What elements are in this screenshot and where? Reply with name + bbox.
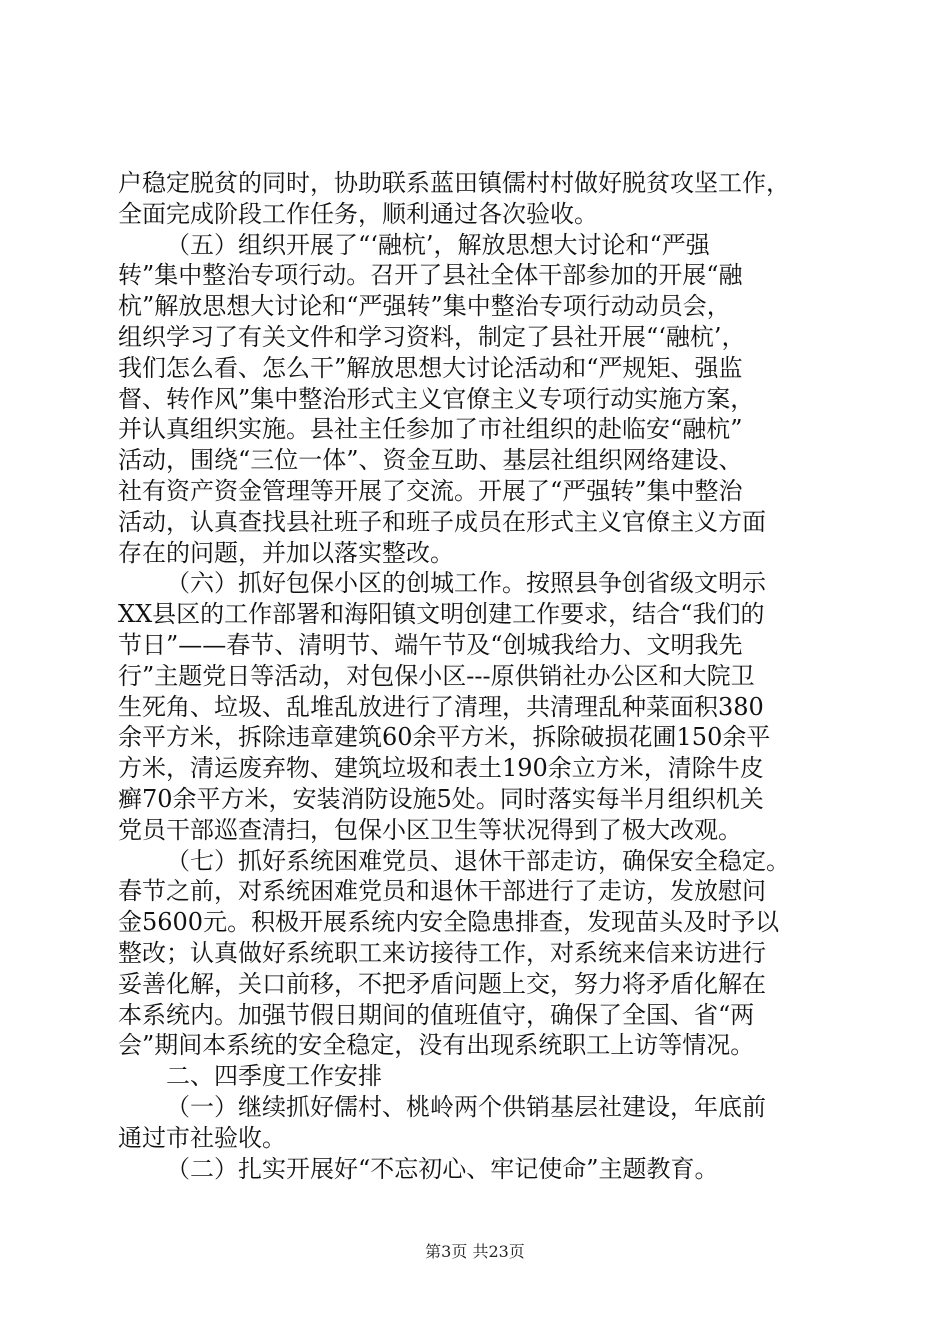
text-line: 节日”——春节、清明节、端午节及“创城我给力、文明我先	[118, 630, 743, 659]
text-line: （二）扎实开展好“不忘初心、牢记使命”主题教育。	[166, 1154, 719, 1183]
text-line: 党员干部巡查清扫，包保小区卫生等状况得到了极大改观。	[118, 815, 742, 844]
text-line: 我们怎么看、怎么干”解放思想大讨论活动和“严规矩、强监	[118, 353, 743, 382]
text-line: 活动，认真查找县社班子和班子成员在形式主义官僚主义方面	[118, 507, 766, 536]
text-line: （一）继续抓好儒村、桃岭两个供销基层社建设，年底前	[166, 1092, 766, 1121]
text-line: 会”期间本系统的安全稳定，没有出现系统职工上访等情况。	[118, 1031, 755, 1060]
text-line: 全面完成阶段工作任务，顺利通过各次验收。	[118, 199, 598, 228]
heading-line: 二、四季度工作安排	[166, 1062, 382, 1091]
paragraph-section-seven	[118, 846, 834, 1062]
text-line: 春节之前，对系统困难党员和退休干部进行了走访，发放慰问	[118, 877, 766, 906]
text-line: 并认真组织实施。县社主任参加了市社组织的赴临安“融杭”	[118, 415, 743, 444]
paragraph-section-six	[118, 568, 834, 845]
text-line: 转”集中整治专项行动。召开了县社全体干部参加的开展“融	[118, 261, 743, 290]
text-line: 督、转作风”集中整治形式主义官僚主义专项行动实施方案，	[118, 384, 755, 413]
text-line: 社有资产资金管理等开展了交流。开展了“严强转”集中整治	[118, 476, 743, 505]
paragraph-plan-two	[118, 1154, 834, 1185]
text-line: 户稳定脱贫的同时，协助联系蓝田镇儒村村做好脱贫攻坚工作，	[118, 169, 790, 197]
text-line: 通过市社验收。	[118, 1123, 286, 1152]
section-heading-q4-plan	[118, 1061, 834, 1092]
text-line: 存在的问题，并加以落实整改。	[118, 538, 454, 567]
text-line: 组织学习了有关文件和学习资料，制定了县社开展“‘融杭’，	[118, 322, 746, 351]
text-line: 癣70余平方米，安装消防设施5处。同时落实每半月组织机关	[118, 784, 764, 813]
page-number-footer: 第3页 共23页	[425, 1242, 525, 1261]
text-line: （七）抓好系统困难党员、退休干部走访，确保安全稳定。	[166, 846, 790, 875]
paragraph-section-five	[118, 230, 834, 569]
text-line: 整改；认真做好系统职工来访接待工作，对系统来信来访进行	[118, 938, 766, 967]
document-body	[118, 168, 834, 1184]
text-line: 方米，清运废弃物、建筑垃圾和表土190余立方米，清除牛皮	[118, 754, 764, 783]
text-line: 活动，围绕“三位一体”、资金互助、基层社组织网络建设、	[118, 446, 743, 475]
paragraph-poverty-continuation	[118, 168, 834, 230]
text-line: 妥善化解，关口前移，不把矛盾问题上交，努力将矛盾化解在	[118, 969, 766, 998]
text-line: 本系统内。加强节假日期间的值班值守，确保了全国、省“两	[118, 1000, 755, 1029]
text-line: 生死角、垃圾、乱堆乱放进行了清理，共清理乱种菜面积380	[118, 692, 764, 721]
text-line: （五）组织开展了“‘融杭’，解放思想大讨论和“严强	[166, 230, 710, 259]
paragraph-plan-one	[118, 1092, 834, 1154]
text-line: XX县区的工作部署和海阳镇文明创建工作要求，结合“我们的	[118, 600, 765, 629]
text-line: 余平方米，拆除违章建筑60余平方米，拆除破损花圃150余平	[118, 723, 771, 752]
text-line: （六）抓好包保小区的创城工作。按照县争创省级文明示	[166, 569, 766, 598]
text-line: 杭”解放思想大讨论和“严强转”集中整治专项行动动员会，	[118, 292, 731, 321]
text-line: 行”主题党日等活动，对包保小区---原供销社办公区和大院卫	[118, 661, 755, 690]
text-line: 金5600元。积极开展系统内安全隐患排查，发现苗头及时予以	[118, 908, 780, 937]
